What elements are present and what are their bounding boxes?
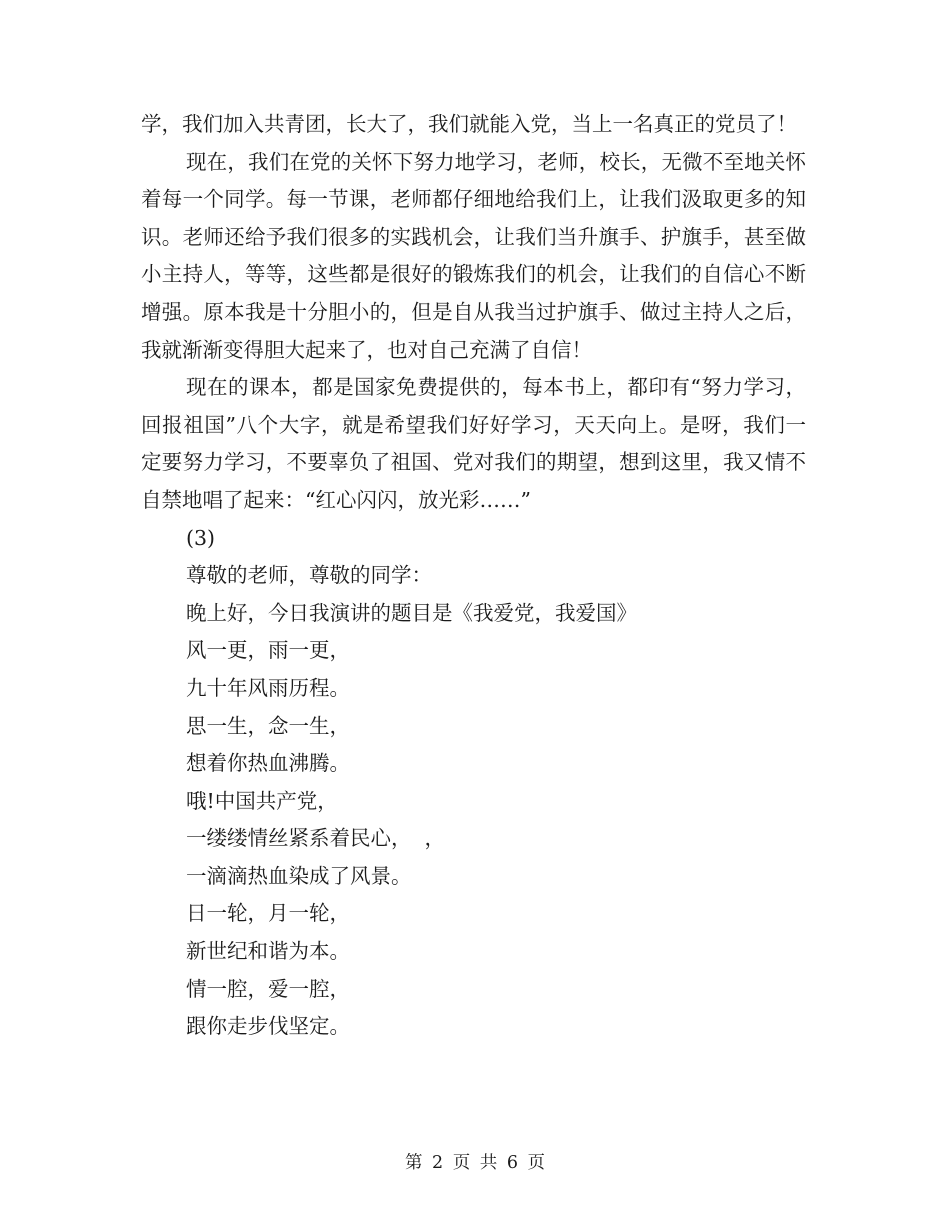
speech-title-line: 晚上好，今日我演讲的题目是《我爱党，我爱国》 bbox=[186, 600, 637, 625]
paragraph-learning: 现在，我们在党的关怀下努力地学习，老师，校长，无微不至地关怀着每一个同学。每一节课，老师都仔细地给我们上，让我们汲取更多的知识。老师还给予我们很多的实践机会，让我们当升旗手、护旗手，甚至做小主持人，等等，这些都是很好的锻炼我们的机会，让我们的自信心不断增强。原本我是十分胆小的，但是自从我当过护旗手、做过主持人之后，我就渐渐变得胆大起来了，也对自己充满了自信！ bbox=[141, 149, 806, 362]
poem-line: 思一生，念一生， bbox=[186, 713, 350, 738]
poem-line: 想着你热血沸腾。 bbox=[186, 751, 350, 776]
paragraph-textbooks: 现在的课本，都是国家免费提供的，每本书上，都印有“努力学习，回报祖国”八个大字，就是希望我们好好学习，天天向上。是呀，我们一定要努力学习，不要辜负了祖国、党对我们的期望，想到这里，我又情不自禁地唱了起来：“红心闪闪，放光彩……” bbox=[141, 375, 806, 512]
document-body bbox=[141, 106, 806, 1046]
poem-line: 情一腔，爱一腔， bbox=[186, 976, 350, 1001]
poem-line: 风一更，雨一更， bbox=[186, 638, 350, 663]
poem-line: 九十年风雨历程。 bbox=[186, 675, 350, 700]
poem-line: 一滴滴热血染成了风景。 bbox=[186, 863, 412, 888]
speech-salutation: 尊敬的老师，尊敬的同学： bbox=[186, 563, 432, 588]
section-number: (3) bbox=[186, 525, 216, 550]
poem-line: 一缕缕情丝紧系着民心， ， bbox=[186, 826, 446, 851]
poem-line: 哦!中国共产党， bbox=[186, 788, 338, 813]
poem-line: 日一轮，月一轮， bbox=[186, 901, 350, 926]
poem-line: 新世纪和谐为本。 bbox=[186, 939, 350, 964]
poem-line: 跟你走步伐坚定。 bbox=[186, 1014, 350, 1039]
paragraph-continuation: 学，我们加入共青团，长大了，我们就能入党，当上一名真正的党员了！ bbox=[141, 112, 797, 136]
page-number-footer: 第 2 页 共 6 页 bbox=[404, 1153, 546, 1173]
